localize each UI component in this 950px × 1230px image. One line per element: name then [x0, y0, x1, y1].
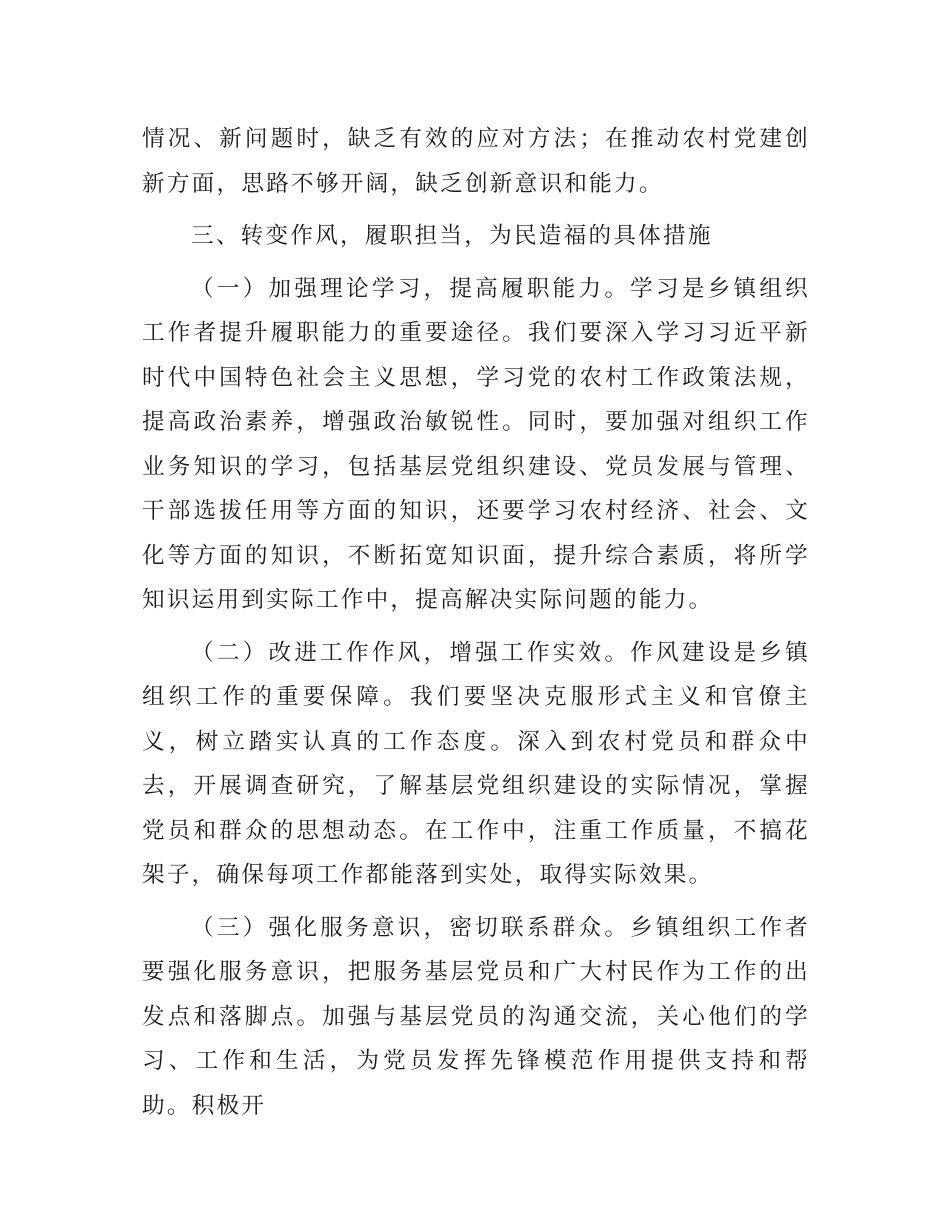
section-heading: 三、转变作风，履职担当，为民造福的具体措施	[191, 223, 713, 249]
paragraph-measure-2: （二）改进工作作风，增强工作实效。作风建设是乡镇组织工作的重要保障。我们要坚决克服形式主义和官僚主义，树立踏实认真的工作态度。深入到农村党员和群众中去，开展调查研究，了解基层党组织建设的实际情况，掌握党员和群众的思想动态。在工作中，注重工作质量，不搞花架子，确保每项工作都能落到实处，取得实际效果。	[142, 639, 810, 888]
document-body	[142, 117, 810, 1128]
paragraph-continuation: 情况、新问题时，缺乏有效的应对方法；在推动农村党建创新方面，思路不够开阔，缺乏创新意识和能力。	[142, 126, 810, 197]
paragraph-measure-1: （一）加强理论学习，提高履职能力。学习是乡镇组织工作者提升履职能力的重要途径。我们要深入学习习近平新时代中国特色社会主义思想，学习党的农村工作政策法规，提高政治素养，增强政治敏锐性。同时，要加强对组织工作业务知识的学习，包括基层党组织建设、党员发展与管理、干部选拔任用等方面的知识，还要学习农村经济、社会、文化等方面的知识，不断拓宽知识面，提升综合素质，将所学知识运用到实际工作中，提高解决实际问题的能力。	[142, 275, 810, 613]
paragraph-measure-3: （三）强化服务意识，密切联系群众。乡镇组织工作者要强化服务意识，把服务基层党员和广大村民作为工作的出发点和落脚点。加强与基层党员的沟通交流，关心他们的学习、工作和生活，为党员发挥先锋模范作用提供支持和帮助。积极开	[142, 914, 810, 1119]
